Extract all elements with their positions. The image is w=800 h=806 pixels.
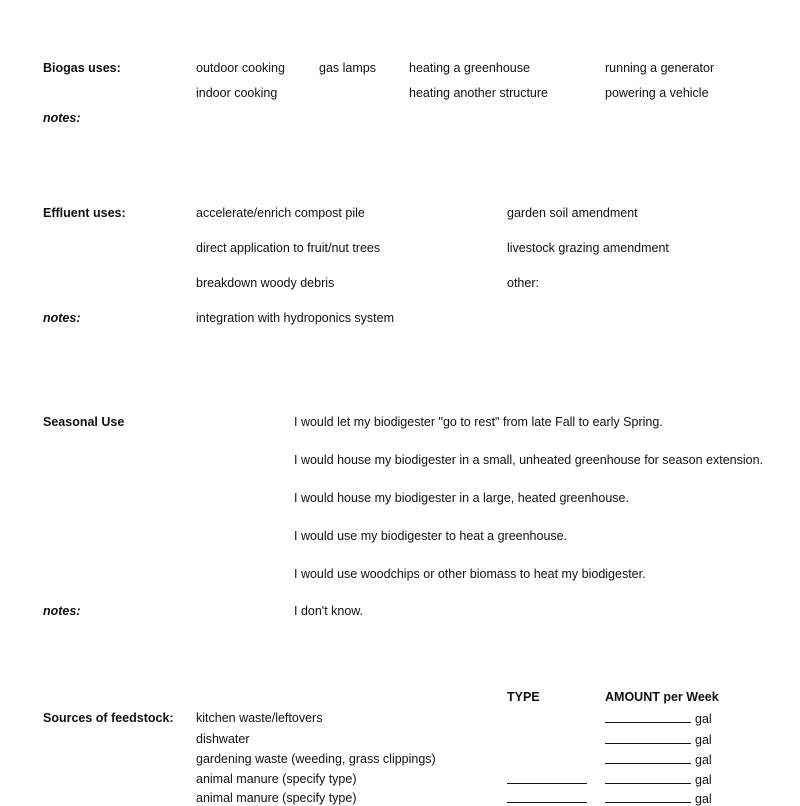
feedstock-item-animal-manure-2: animal manure (specify type) <box>196 791 357 805</box>
seasonal-option-heated-greenhouse[interactable]: I would house my biodigester in a large, heated greenhouse. <box>294 491 629 505</box>
biogas-uses-label: Biogas uses: <box>43 61 121 75</box>
amount-field <box>605 733 712 747</box>
amount-blank[interactable] <box>605 733 691 744</box>
seasonal-option-unheated-greenhouse[interactable]: I would house my biodigester in a small, unheated greenhouse for season extension. <box>294 453 764 467</box>
amount-field <box>605 773 712 787</box>
seasonal-use-label: Seasonal Use <box>43 415 125 429</box>
seasonal-option-dont-know[interactable]: I don't know. <box>294 604 364 618</box>
effluent-option-other[interactable]: other: <box>507 276 539 290</box>
amount-blank[interactable] <box>605 773 691 784</box>
seasonal-option-rest[interactable]: I would let my biodigester "go to rest" from late Fall to early Spring. <box>294 415 663 429</box>
effluent-option-woody-debris[interactable]: breakdown woody debris <box>196 276 335 290</box>
biogas-option-gas-lamps[interactable]: gas lamps <box>319 61 376 75</box>
unit-label: gal <box>695 773 712 787</box>
biogas-notes-label: notes: <box>43 111 81 125</box>
unit-label: gal <box>695 733 712 747</box>
feedstock-item-gardening-waste: gardening waste (weeding, grass clippings) <box>196 752 436 766</box>
amount-field <box>605 792 712 806</box>
unit-label: gal <box>695 792 712 806</box>
biogas-option-outdoor-cooking[interactable]: outdoor cooking <box>196 61 285 75</box>
amount-blank[interactable] <box>605 792 691 803</box>
biogas-option-powering-vehicle[interactable]: powering a vehicle <box>605 86 709 100</box>
effluent-option-hydroponics[interactable]: integration with hydroponics system <box>196 311 395 325</box>
feedstock-item-kitchen-waste: kitchen waste/leftovers <box>196 711 323 725</box>
feedstock-item-animal-manure: animal manure (specify type) <box>196 772 357 786</box>
unit-label: gal <box>695 753 712 767</box>
effluent-option-garden-soil[interactable]: garden soil amendment <box>507 206 638 220</box>
biogas-option-heating-greenhouse[interactable]: heating a greenhouse <box>409 61 530 75</box>
amount-blank[interactable] <box>605 753 691 764</box>
amount-column-header: AMOUNT per Week <box>605 690 719 704</box>
type-column-header: TYPE <box>507 690 540 704</box>
biogas-option-running-generator[interactable]: running a generator <box>605 61 715 75</box>
effluent-notes-label: notes: <box>43 311 81 325</box>
biogas-option-indoor-cooking[interactable]: indoor cooking <box>196 86 278 100</box>
type-field <box>507 773 587 787</box>
type-field <box>507 792 587 806</box>
feedstock-item-dishwater: dishwater <box>196 732 250 746</box>
type-blank[interactable] <box>507 792 587 803</box>
unit-label: gal <box>695 712 712 726</box>
amount-blank[interactable] <box>605 712 691 723</box>
biogas-option-heating-another-structure[interactable]: heating another structure <box>409 86 548 100</box>
seasonal-option-heat-greenhouse[interactable]: I would use my biodigester to heat a greenhouse. <box>294 529 568 543</box>
effluent-uses-label: Effluent uses: <box>43 206 126 220</box>
type-blank[interactable] <box>507 773 587 784</box>
effluent-option-compost[interactable]: accelerate/enrich compost pile <box>196 206 365 220</box>
effluent-option-fruit-trees[interactable]: direct application to fruit/nut trees <box>196 241 381 255</box>
feedstock-label: Sources of feedstock: <box>43 711 174 725</box>
seasonal-option-woodchips[interactable]: I would use woodchips or other biomass to heat my biodigester. <box>294 567 646 581</box>
effluent-option-livestock[interactable]: livestock grazing amendment <box>507 241 669 255</box>
amount-field <box>605 712 712 726</box>
seasonal-notes-label: notes: <box>43 604 81 618</box>
amount-field <box>605 753 712 767</box>
